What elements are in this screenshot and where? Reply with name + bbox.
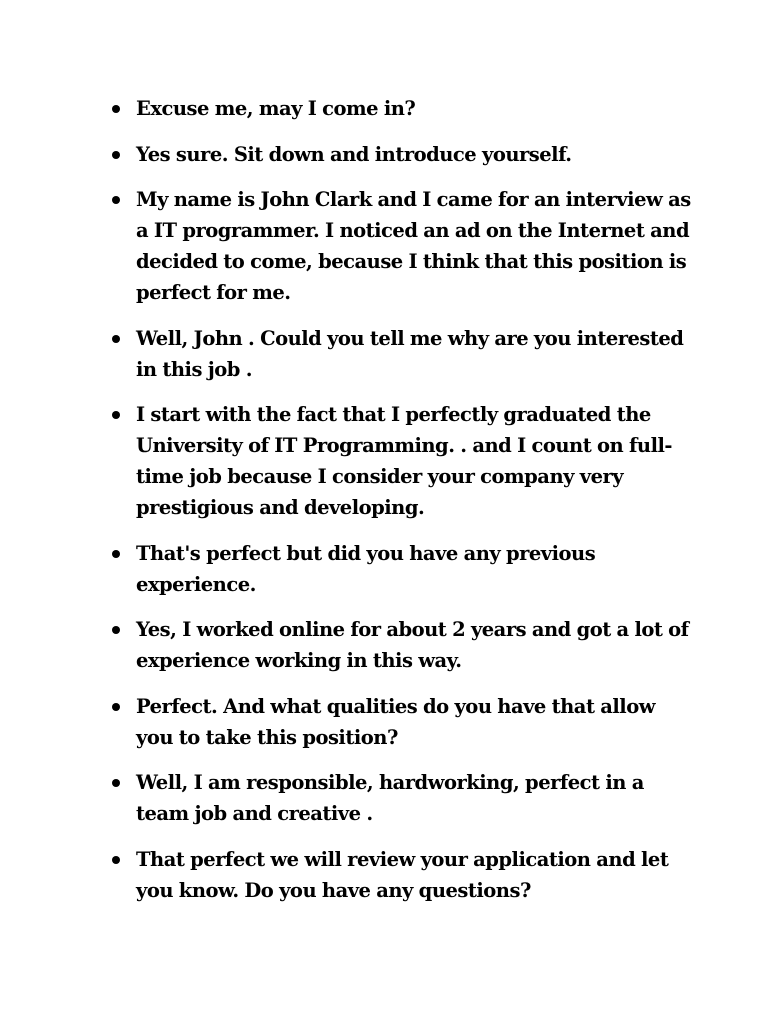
dialogue-line [112, 399, 692, 523]
dialogue-text: Yes sure. Sit down and introduce yourself. [136, 142, 572, 166]
dialogue-line [112, 323, 692, 385]
dialogue-text: Well, John . Could you tell me why are you interested in this job . [136, 326, 684, 381]
bullet-icon [112, 550, 120, 558]
dialogue-line [112, 93, 692, 124]
dialogue-text: My name is John Clark and I came for an interview as a IT programmer. I noticed an ad on the Internet and decided to come, because I think that this position is perfect for me. [136, 188, 691, 304]
dialogue-text: Perfect. And what qualities do you have that allow you to take this position? [136, 694, 655, 749]
dialogue-text: That's perfect but did you have any previous experience. [136, 541, 596, 596]
dialogue-text: Yes, I worked online for about 2 years and got a lot of experience working in this way. [136, 618, 689, 672]
dialogue-line [112, 538, 692, 600]
dialogue-text: That perfect we will review your application and let you know. Do you have any questions? [136, 847, 669, 902]
bullet-icon [112, 196, 120, 204]
dialogue-text: Well, I am responsible, hardworking, perfect in a team job and creative . [136, 771, 644, 825]
bullet-icon [112, 151, 120, 159]
dialogue-text: I start with the fact that I perfectly graduated the University of IT Programming. . and I count on full-time job because I consider your company very prestigious and developing. [136, 403, 672, 519]
bullet-icon [112, 105, 120, 113]
bullet-icon [112, 703, 120, 711]
bullet-icon [112, 335, 120, 343]
dialogue-list [112, 93, 692, 920]
dialogue-text: Excuse me, may I come in? [136, 97, 416, 120]
bullet-icon [112, 411, 120, 419]
dialogue-line [112, 767, 692, 829]
dialogue-line [112, 139, 692, 170]
bullet-icon [112, 856, 120, 864]
bullet-icon [112, 626, 120, 634]
dialogue-line [112, 184, 692, 308]
dialogue-line [112, 691, 692, 753]
bullet-icon [112, 779, 120, 787]
dialogue-line [112, 614, 692, 676]
dialogue-line [112, 844, 692, 906]
